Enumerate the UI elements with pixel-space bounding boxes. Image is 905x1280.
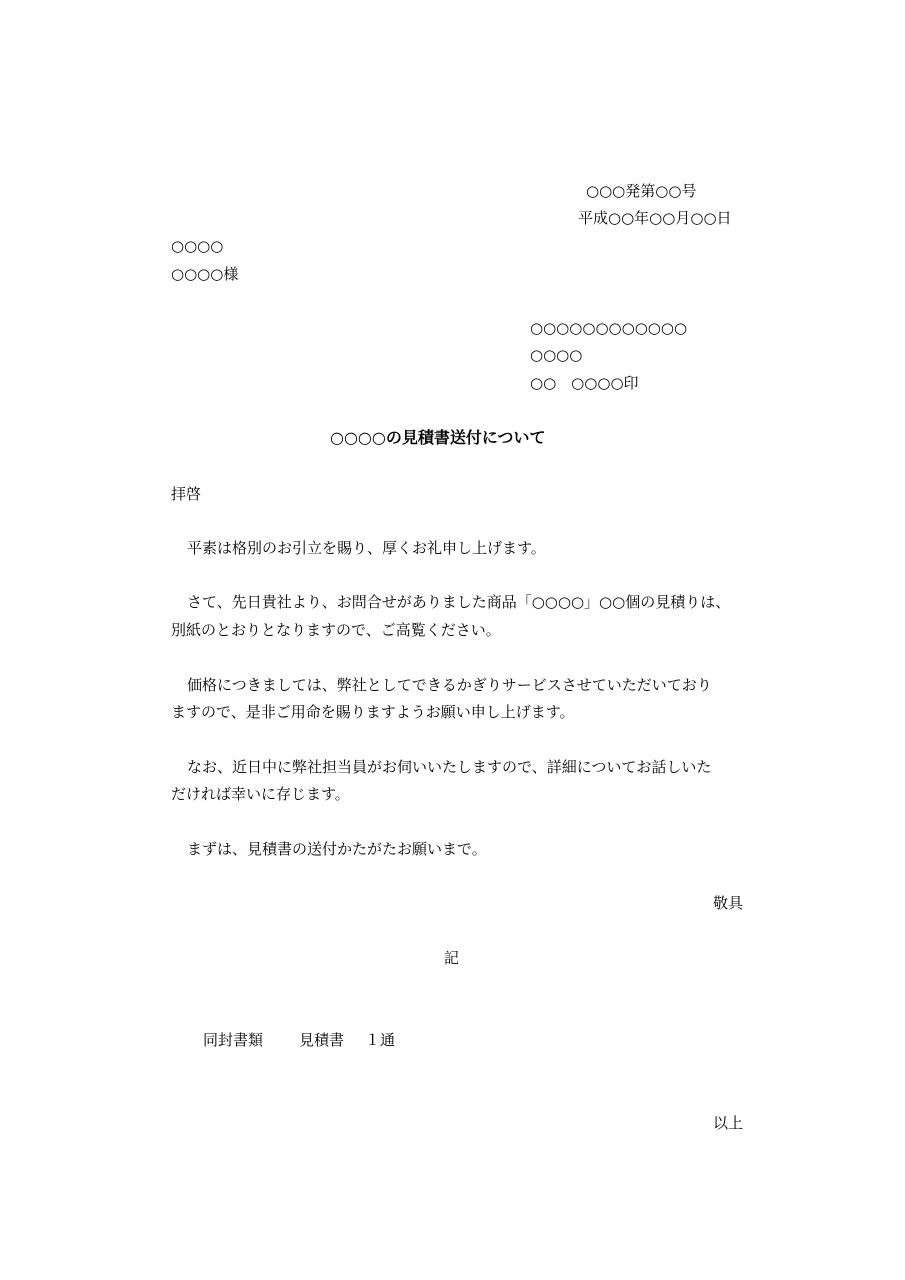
paragraph-visit-line1: なお、近日中に弊社担当員がお伺いいたしますので、詳細についてお話しいた xyxy=(187,758,712,776)
document-date: 平成○○年○○月○○日 xyxy=(578,209,732,227)
opening-salutation: 拝啓 xyxy=(171,485,202,503)
sender-department: ○○○○ xyxy=(530,346,583,364)
paragraph-closing-request: まずは、見積書の送付かたがたお願いまで。 xyxy=(187,840,487,858)
notes-heading: 記 xyxy=(444,949,460,967)
paragraph-estimate-line1: さて、先日貴社より、お問合せがありました商品「○○○○」○○個の見積りは、 xyxy=(187,593,731,611)
closing-salutation: 敬具 xyxy=(713,894,744,912)
paragraph-visit-line2: だければ幸いに存じます。 xyxy=(171,785,350,803)
enclosure-label: 同封書類 xyxy=(203,1031,264,1049)
recipient-name: ○○○○様 xyxy=(171,265,239,283)
enclosure-quantity: １通 xyxy=(365,1031,396,1049)
document-number: ○○○発第○○号 xyxy=(586,182,697,200)
recipient-company: ○○○○ xyxy=(171,237,224,255)
paragraph-price-line1: 価格につきましては、弊社としてできるかぎりサービスさせていただいており xyxy=(187,676,712,694)
letter-title: ○○○○の見積書送付について xyxy=(330,428,546,447)
paragraph-estimate-line2: 別紙のとおりとなりますので、ご高覧ください。 xyxy=(171,621,501,639)
paragraph-greeting: 平素は格別のお引立を賜り、厚くお礼申し上げます。 xyxy=(187,539,546,557)
end-mark: 以上 xyxy=(713,1114,744,1132)
enclosure-item: 見積書 xyxy=(299,1031,345,1049)
paragraph-price-line2: ますので、是非ご用命を賜りますようお願い申し上げます。 xyxy=(171,703,575,721)
sender-name-seal: ○○ ○○○○印 xyxy=(530,374,639,392)
sender-company: ○○○○○○○○○○○○ xyxy=(530,319,688,337)
